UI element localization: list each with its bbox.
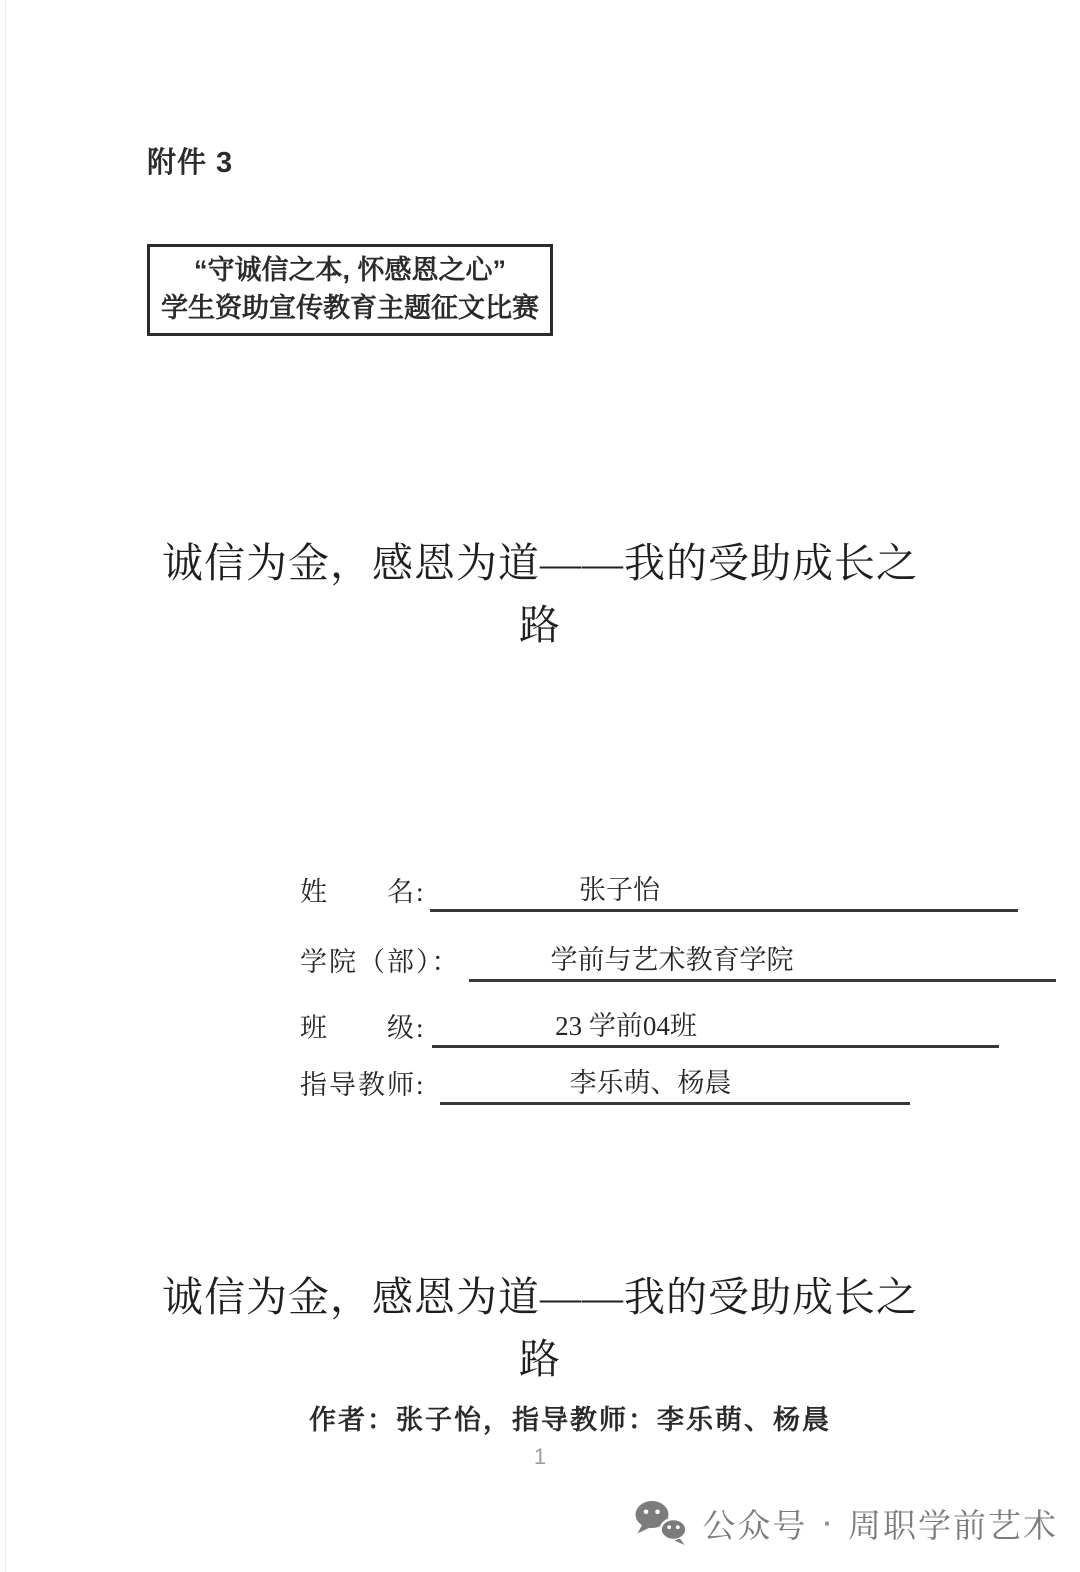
wechat-platform-label: 公众号	[702, 1506, 808, 1544]
college-label: 学院（部）：	[300, 947, 461, 977]
cover-title-line2: 路	[519, 602, 561, 648]
essay-title-line1: 诚信为金，感恩为道——我的受助成长之	[162, 1274, 918, 1320]
cover-title	[0, 532, 1080, 656]
essay-title	[0, 1266, 1080, 1390]
wechat-account-name: 周职学前艺术	[848, 1506, 1058, 1544]
form-row-class	[300, 1008, 1056, 1048]
author-line: 作者：张子怡，指导教师：李乐萌、杨晨	[309, 1405, 831, 1435]
form-row-advisor	[300, 1065, 1056, 1105]
attachment-label: 附件 3	[147, 147, 234, 179]
form-row-college	[300, 942, 1056, 982]
wechat-icon	[634, 1500, 690, 1546]
contest-box-line1: “守诚信之本, 怀感恩之心”	[193, 255, 506, 285]
contest-title-box	[147, 244, 553, 336]
cover-title-line1: 诚信为金，感恩为道——我的受助成长之	[162, 540, 918, 586]
form-row-name	[300, 872, 1056, 912]
essay-title-line2: 路	[519, 1336, 561, 1382]
advisor-label: 指导教师:	[300, 1070, 426, 1100]
class-label: 班 级:	[300, 1013, 426, 1043]
contest-box-line2: 学生资助宣传教育主题征文比赛	[161, 293, 539, 323]
advisor-field: 李乐萌、杨晨	[440, 1064, 910, 1105]
page-number: 1	[533, 1444, 547, 1469]
watermark-separator: ·	[823, 1507, 832, 1538]
name-field: 张子怡	[430, 871, 1018, 912]
college-field: 学前与艺术教育学院	[469, 941, 1056, 982]
name-label: 姓 名:	[300, 877, 426, 907]
class-field: 23 学前04班	[432, 1007, 999, 1048]
cover-info-form	[300, 872, 1056, 1105]
wechat-watermark	[634, 1500, 1058, 1546]
